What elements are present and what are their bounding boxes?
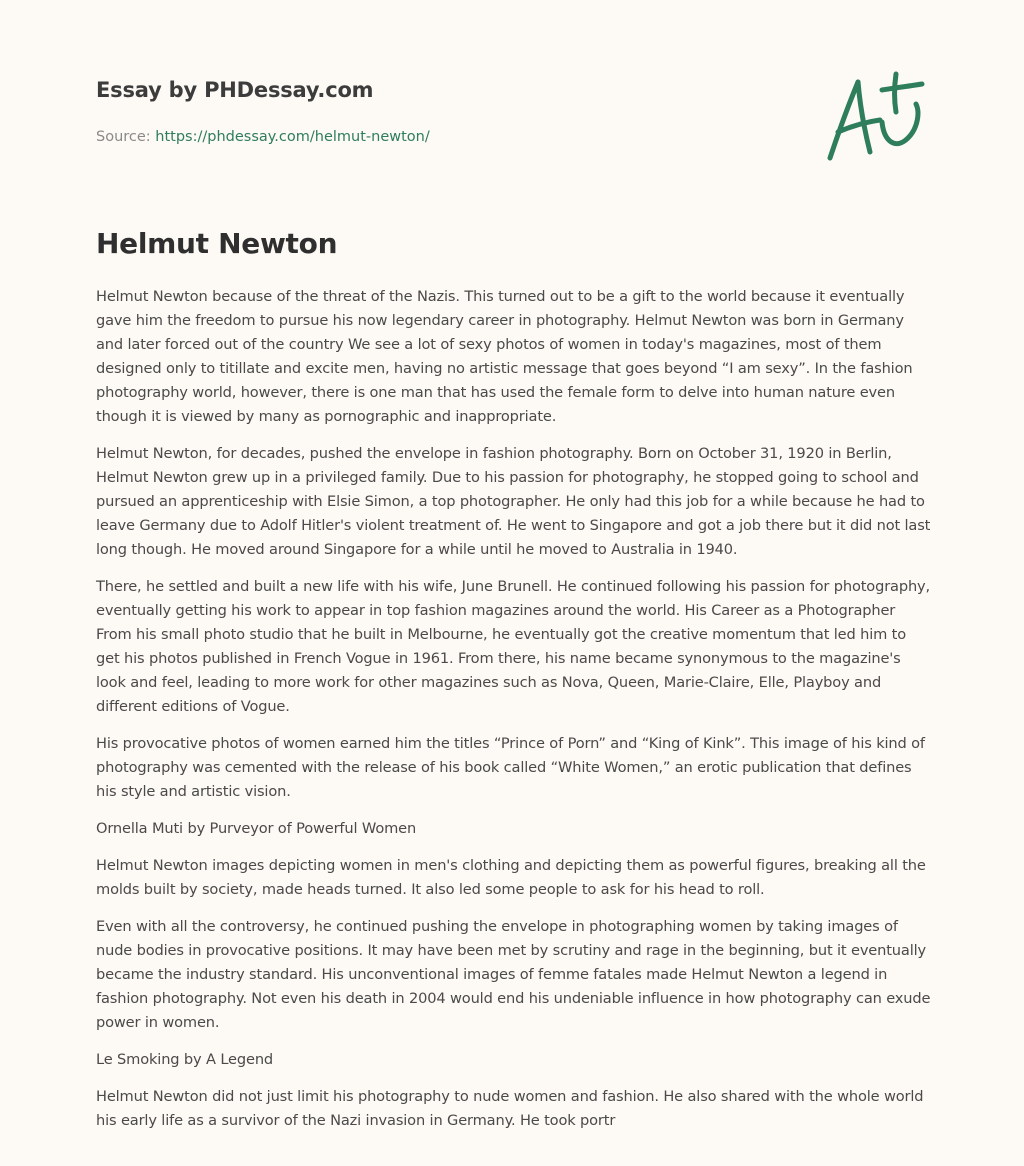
page-title: Helmut Newton [96, 227, 338, 260]
section-subheading: Ornella Muti by Purveyor of Powerful Women [96, 820, 417, 837]
section-subheading: Le Smoking by A Legend [96, 1051, 274, 1068]
source-link[interactable]: https://phdessay.com/helmut-newton/ [155, 129, 430, 145]
paragraph: Even with all the controversy, he continued pushing the envelope in photographing women by taking images of nude bodies in provocative positions. It may have been met by scrutiny and rage in the beginning, but it eventually became the industry standard. His unconventional images of femme fatales made Helmut Newton a legend in fashion photography. Not even his death in 2004 would end his undeniable influence in how photography can exude power in women. [96, 918, 931, 1031]
paragraph: Helmut Newton images depicting women in men's clothing and depicting them as powerful figures, breaking all the molds built by society, made heads turned. It also led some people to ask for his head to roll. [96, 857, 926, 898]
source-line [96, 127, 796, 147]
paragraph: Helmut Newton because of the threat of the Nazis. This turned out to be a gift to the world because it eventually gave him the freedom to pursue his now legendary career in photography. Helmut Newton was born in Germany and later forced out of the country We see a lot of sexy photos of women in today's magazines, most of them designed only to titillate and excite men, having no artistic message that goes beyond “I am sexy”. In the fashion photography world, however, there is one man that has used the female form to delve into human nature even though it is viewed by many as pornographic and inappropriate. [96, 288, 913, 425]
page-header [96, 76, 796, 147]
paragraph: There, he settled and built a new life with his wife, June Brunell. He continued following his passion for photography, eventually getting his work to appear in top fashion magazines around the world. His Career as a Photographer From his small photo studio that he built in Melbourne, he eventually got the creative momentum that led him to get his photos published in French Vogue in 1961. From there, his name became synonymous to the magazine's look and feel, leading to more work for other magazines such as Nova, Queen, Marie-Claire, Elle, Playboy and different editions of Vogue. [96, 578, 931, 715]
article-body [96, 285, 934, 1146]
paragraph: Helmut Newton did not just limit his photography to nude women and fashion. He also shared with the whole world his early life as a survivor of the Nazi invasion in Germany. He took portr [96, 1088, 924, 1129]
site-brand: Essay by PHDessay.com [96, 78, 374, 102]
source-label: Source: [96, 129, 151, 145]
paragraph: His provocative photos of women earned him the titles “Prince of Porn” and “King of Kink”. This image of his kind of photography was cemented with the release of his book called “White Women,” an erotic publication that defines his style and artistic vision. [96, 735, 925, 800]
paragraph: Helmut Newton, for decades, pushed the envelope in fashion photography. Born on October 31, 1920 in Berlin, Helmut Newton grew up in a privileged family. Due to his passion for photography, he stopped going to school and pursued an apprenticeship with Elsie Simon, a top photographer. He only had this job for a while because he had to leave Germany due to Adolf Hitler's violent treatment of. He went to Singapore and got a job there but it did not last long though. He moved around Singapore for a while until he moved to Australia in 1940. [96, 445, 931, 558]
a-plus-logo-icon [818, 66, 930, 166]
